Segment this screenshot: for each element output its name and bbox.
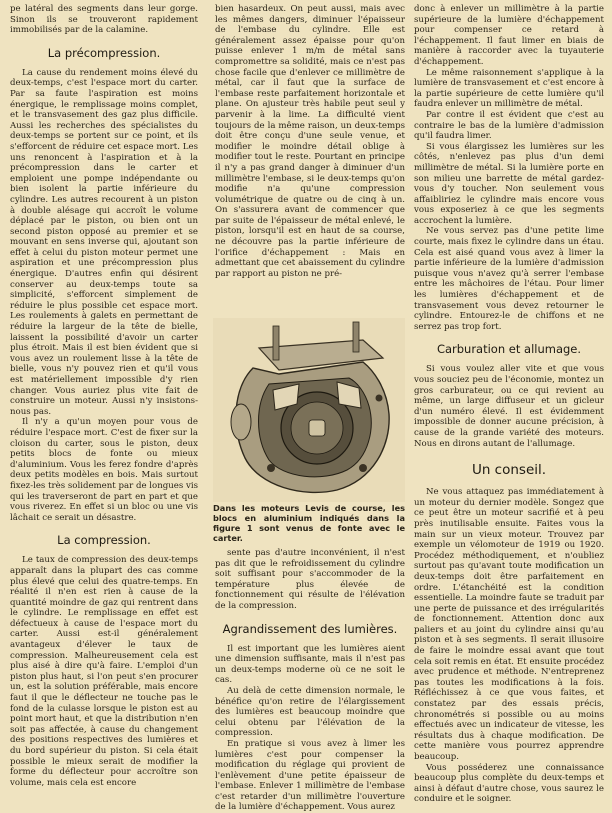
- paragraph: Par contre il est évident que c'est au contraire le bas de la lumière d'admission qu'il faudra limer.: [414, 109, 604, 142]
- paragraph: Si vous élargissez les lumières sur les côtés, n'enlevez pas plus d'un demi millimètre de métal. Si la lumière porte en son milieu une barrette de métal gardez-vous d'y toucher. Non seulement vous affaibliriez le cylindre mais encore vous vous exposeriez à ce que les segments accrochent la lumière.: [414, 141, 604, 226]
- section-title-carburation: Carburation et allumage.: [436, 342, 582, 357]
- paragraph: La cause du rendement moins élevé du deux-temps, c'est l'espace mort du carter. Par sa faute l'aspiration est moins énergique, le remplissage moins complet, et le transvasement des gaz plus difficile. Aussi les recherches des spécialistes du deux-temps se portent sur ce point, et ils s'efforcent de réduire cet espace mort. Les uns renoncent à l'aspiration et à la précompression dans le carter et emploient une pompe indépendante ou bien isolent la partie inférieure du cylindre. Les autres recourent à un piston à double alésage qui accroît le volume déplacé par le piston, ou bien ont un second piston opposé au premier et se mouvant en sens inverse qui, ajoutant son effet à celui du piston moteur permet une aspiration et une précompression plus énergique. D'autres enfin qui désirent conserver au deux-temps toute sa simplicité, s'efforcent simplement de réduire le plus possible cet espace mort. Les roulements à galets en permettant de réduire la largeur de la tête de bielle, laissent la possibilité d'avoir un carter plus étroit. Mais il est bien évident que si vous avez un roulement lisse à la tête de bielle, vous n'y pouvez rien et qu'il vous est matériellement impossible d'y rien changer. Vous auriez plus vite fait de construire un moteur. Aussi n'y insistons-nous pas.: [10, 67, 198, 417]
- section-title-precompression: La précompression.: [47, 45, 161, 60]
- column-2-lower: [215, 548, 405, 813]
- column-1: [10, 4, 198, 788]
- paragraph: sente pas d'autre inconvénient, il n'est pas dit que le refroidissement du cylindre soit suffisant pour s'accommoder de la température plus élevée de fonctionnement qui résulte de l'élévation de la compression.: [215, 548, 405, 611]
- column-3: [414, 4, 604, 805]
- paragraph: Au delà de cette dimension normale, le bénéfice qu'on retire de l'élargissement des lumières est beaucoup moindre que celui obtenu par l'élévation de la compression.: [215, 685, 405, 739]
- figure-caption: Dans les moteurs Levis de course, les blocs en aluminium indiqués dans la figure 1 sont venus de fonte avec le carter.: [213, 503, 405, 543]
- paragraph: Le taux de compression des deux-temps apparaît dans la plupart des cas comme plus élevé que celui des quatre-temps. En réalité il n'en est rien à cause de la quantité moindre de gaz qui rentrent dans le cylindre. Le remplissage en effet est défectueux à cause de l'espace mort du carter. Aussi est-il généralement avantageux d'élever le taux de compression. Malheureusement cela est plus aisé à dire qu'à faire. L'emploi d'un piston plus haut, si l'on peut s'en procurer un, est la solution préférable, mais encore faut il que le déflecteur ne touche pas le fond de la culasse lorsque le piston est au point mort haut, et que la distribution n'en soit pas affectée, à cause du changement des positions respectives des lumières et du bord supérieur du piston. Si cela était possible le mieux serait de modifier la forme du déflecteur pour accroître son volume, mais cela est encore: [10, 555, 198, 788]
- paragraph: En pratique si vous avez à limer les lumières c'est pour compenser la modification du réglage qui provient de l'enlèvement d'une petite épaisseur de l'embase. Enlever 1 millimètre de l'embase c'est retarder d'un millimètre l'ouverture de la lumière d'échappement. Vous aurez: [215, 738, 405, 813]
- section-title-lumieres: Agrandissement des lumières.: [222, 621, 398, 636]
- paragraph: bien hasardeux. On peut aussi, mais avec les mêmes dangers, diminuer l'épaisseur de l'embase du cylindre. Elle est généralement assez épaisse pour qu'on puisse enlever 1 m/m de métal sans compromettre sa solidité, mais ce n'est pas chose facile que d'enlever ce millimètre de métal, car il faut que la surface de l'embase reste parfaitement horizontale et plane. On ajusteur très habile peut seul y parvenir à la lime. La difficulté vient toujours de la même raison, un deux-temps doit être conçu d'une seule venue, et modifier le moindre détail oblige à modifier tout le reste. Pourtant en principe il n'y a pas grand danger à diminuer d'un millimètre l'embase, si le deux-temps qu'on modifie n'a qu'une compression volumétrique de quatre ou de cinq à un. On s'assurera avant de commencer que par suite de l'épaisseur de métal enlevé, le piston, lorsqu'il est en haut de sa course, ne découvre pas la partie inférieure de l'orifice d'échappement : Mais en admettant que cet abaissement du cylindre par rapport au piston ne pré-: [215, 4, 405, 279]
- paragraph: donc à enlever un millimètre à la partie supérieure de la lumière d'échappement pour compenser ce retard à l'échappement. Il faut limer en biais de manière à raccorder avec la tuyauterie d'échappement.: [414, 4, 604, 67]
- paragraph: pe latéral des segments dans leur gorge. Sinon ils se trouveront rapidement immobilisés par de la calamine.: [10, 4, 198, 36]
- engine-figure: [213, 318, 405, 502]
- section-title-conseil: Un conseil.: [471, 462, 547, 479]
- paragraph: Il est important que les lumières aient une dimension suffisante, mais il n'est pas un deux-temps moderne où ce ne soit le cas.: [215, 643, 405, 686]
- column-2: [215, 4, 405, 279]
- section-title-compression: La compression.: [57, 533, 151, 548]
- paragraph: Vous posséderez une connaissance beaucoup plus complète du deux-temps et ainsi à défaut d'autre chose, vous saurez le conduire et le soigner.: [414, 762, 604, 805]
- paragraph: Si vous voulez aller vite et que vous vous souciez peu de l'économie, montez un gros carburateur, ou ce qui revient au même, un large diffuseur et un gicleur d'un numéro élevé. Il est évidemment impossible de donner aucune précision, à cause de la grande variété des moteurs. Nous en dirons autant de l'allumage.: [414, 364, 604, 449]
- paragraph: Le même raisonnement s'applique à la lumière de transvasement et c'est encore à la partie supérieure de cette lumière qu'il faudra enlever un millimètre de métal.: [414, 67, 604, 110]
- crankcase-illustration: [213, 318, 405, 502]
- paragraph: Il n'y a qu'un moyen pour vous de réduire l'espace mort. C'est de fixer sur la cloison du carter, sous le piston, deux petits blocs de fonte ou mieux d'aluminium. Vous les ferez fondre d'après deux petits modèles en bois. Mais surtout fixez-les très solidement par de longues vis qui les traverseront de part en part et que vous riverez. En effet si un bloc ou une vis lâchait ce serait un désastre.: [10, 417, 199, 523]
- paragraph: Ne vous attaquez pas immédiatement à un moteur du dernier modèle. Songez que ce peut être un moteur sacrifié et à peu près inutilisable ensuite. Faites vous la main sur un vieux moteur. Trouvez par exemple un vélomoteur de 1919 ou 1920. Procédez méthodiquement, et n'oubliez surtout pas qu'avant toute modification un deux-temps doit être parfaitement en ordre. L'étanchéité est la condition essentielle. La moindre faute se traduit par une perte de puissance et des irrégularités de fonctionnement. Attention donc aux paliers et au joint du cylindre ainsi qu'au piston et à ses segments. Il serait illusoire de faire le moindre essai avant que tout cela soit remis en état. Et ensuite procédez avec prudence et méthode. N'entreprenez pas toutes les modifications à la fois. Réfléchissez à ce que vous faites, et constatez par des essais précis, chronométrés si possible ou au moins effectués avec un indicateur de vitesse, les résultats dus à chaque modification. De cette manière vous pourrez apprendre beaucoup.: [414, 487, 604, 762]
- paragraph: Ne vous servez pas d'une petite lime courte, mais fixez le cylindre dans un étau. Cela est aisé quand vous avez à limer la partie inférieure de la lumière d'admission puisque vous n'avez qu'à serrer l'embase entre les mâchoires de l'étau. Pour limer les lumières d'échappement et de transvasement vous devez retourner le cylindre. Entourez-le de chiffons et ne serrez pas trop fort.: [414, 226, 604, 332]
